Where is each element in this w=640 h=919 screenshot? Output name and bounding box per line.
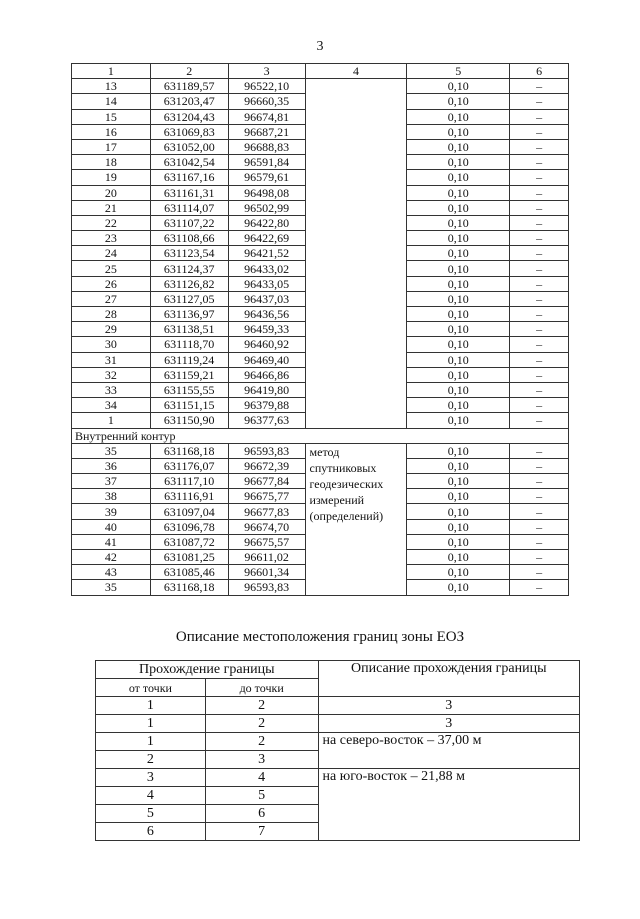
cell: 25 xyxy=(72,261,151,276)
boundary-description-table xyxy=(95,660,580,841)
cell: 631167,16 xyxy=(150,170,228,185)
cell: 3 xyxy=(96,769,206,787)
cell: 0,10 xyxy=(407,139,510,154)
cell: 14 xyxy=(72,94,151,109)
cell: – xyxy=(510,109,569,124)
cell: 96419,80 xyxy=(228,382,305,397)
cell: 0,10 xyxy=(407,580,510,595)
cell: 96460,92 xyxy=(228,337,305,352)
cell: 0,10 xyxy=(407,534,510,549)
cell: 34 xyxy=(72,398,151,413)
header-from: от точки xyxy=(96,679,206,697)
method-cell-empty xyxy=(305,79,407,428)
cell: 27 xyxy=(72,291,151,306)
cell: 631118,70 xyxy=(150,337,228,352)
cell: 631042,54 xyxy=(150,155,228,170)
cell: 0,10 xyxy=(407,246,510,261)
cell: 96522,10 xyxy=(228,79,305,94)
cell: – xyxy=(510,261,569,276)
cell: 38 xyxy=(72,489,151,504)
cell: 631127,05 xyxy=(150,291,228,306)
cell: – xyxy=(510,124,569,139)
cell: 96469,40 xyxy=(228,352,305,367)
cell: 96498,08 xyxy=(228,185,305,200)
cell: 0,10 xyxy=(407,458,510,473)
cell: – xyxy=(510,398,569,413)
cell: 96687,21 xyxy=(228,124,305,139)
cell: 0,10 xyxy=(407,215,510,230)
cell: 0,10 xyxy=(407,307,510,322)
cell: 23 xyxy=(72,231,151,246)
cell: 631114,07 xyxy=(150,200,228,215)
table-row xyxy=(72,79,569,94)
cell: 631161,31 xyxy=(150,185,228,200)
cell: 30 xyxy=(72,337,151,352)
cell: 631052,00 xyxy=(150,139,228,154)
cell: 96422,69 xyxy=(228,231,305,246)
cell: – xyxy=(510,185,569,200)
description-cell: на северо-восток – 37,00 м xyxy=(318,733,579,769)
cell: 631204,43 xyxy=(150,109,228,124)
cell: 0,10 xyxy=(407,155,510,170)
cell: – xyxy=(510,307,569,322)
cell: 26 xyxy=(72,276,151,291)
cell: 1 xyxy=(96,733,206,751)
cell: 96502,99 xyxy=(228,200,305,215)
cell: 3 xyxy=(318,697,579,715)
cell: 2 xyxy=(205,697,318,715)
header-row xyxy=(72,64,569,79)
cell: 631189,57 xyxy=(150,79,228,94)
cell: 15 xyxy=(72,109,151,124)
cell: 96601,34 xyxy=(228,565,305,580)
cell: 0,10 xyxy=(407,124,510,139)
cell: 1 xyxy=(96,715,206,733)
section-title: Описание местоположения границ зоны ЕОЗ xyxy=(175,629,465,645)
cell: 96677,83 xyxy=(228,504,305,519)
cell: 631159,21 xyxy=(150,367,228,382)
cell: 96591,84 xyxy=(228,155,305,170)
cell: 631203,47 xyxy=(150,94,228,109)
cell: 21 xyxy=(72,200,151,215)
cell: 0,10 xyxy=(407,291,510,306)
cell: 7 xyxy=(205,823,318,841)
cell: 631087,72 xyxy=(150,534,228,549)
cell: 96422,80 xyxy=(228,215,305,230)
cell: 6 xyxy=(205,805,318,823)
cell: 96688,83 xyxy=(228,139,305,154)
cell: 0,10 xyxy=(407,565,510,580)
cell: 631150,90 xyxy=(150,413,228,428)
cell: 16 xyxy=(72,124,151,139)
cell: 0,10 xyxy=(407,185,510,200)
cell: – xyxy=(510,200,569,215)
cell: 631119,24 xyxy=(150,352,228,367)
cell: 96674,81 xyxy=(228,109,305,124)
cell: – xyxy=(510,352,569,367)
cell: 36 xyxy=(72,458,151,473)
cell: 0,10 xyxy=(407,489,510,504)
cell: – xyxy=(510,322,569,337)
cell: 0,10 xyxy=(407,170,510,185)
cell: – xyxy=(510,337,569,352)
cell: 96459,33 xyxy=(228,322,305,337)
table-row xyxy=(96,715,580,733)
cell: 1 xyxy=(72,64,151,79)
cell: – xyxy=(510,94,569,109)
cell: 631085,46 xyxy=(150,565,228,580)
cell: 631069,83 xyxy=(150,124,228,139)
cell: 631136,97 xyxy=(150,307,228,322)
cell: 631168,18 xyxy=(150,580,228,595)
cell: 631176,07 xyxy=(150,458,228,473)
cell: – xyxy=(510,291,569,306)
cell: – xyxy=(510,550,569,565)
cell: 0,10 xyxy=(407,337,510,352)
cell: 3 xyxy=(228,64,305,79)
page-number: 3 xyxy=(316,39,324,54)
cell: 631124,37 xyxy=(150,261,228,276)
cell: 0,10 xyxy=(407,398,510,413)
cell: 0,10 xyxy=(407,550,510,565)
cell: 631097,04 xyxy=(150,504,228,519)
cell: 96672,39 xyxy=(228,458,305,473)
cell: 0,10 xyxy=(407,519,510,534)
cell: 19 xyxy=(72,170,151,185)
cell: 96660,35 xyxy=(228,94,305,109)
cell: 4 xyxy=(205,769,318,787)
cell: 33 xyxy=(72,382,151,397)
cell: 96379,88 xyxy=(228,398,305,413)
cell: 6 xyxy=(96,823,206,841)
cell: 0,10 xyxy=(407,474,510,489)
cell: 96436,56 xyxy=(228,307,305,322)
cell: 631107,22 xyxy=(150,215,228,230)
cell: 96466,86 xyxy=(228,367,305,382)
cell: 42 xyxy=(72,550,151,565)
cell: 96433,05 xyxy=(228,276,305,291)
inner-contour-row xyxy=(72,428,569,443)
coordinates-table xyxy=(71,63,569,596)
cell: 0,10 xyxy=(407,231,510,246)
cell: 0,10 xyxy=(407,200,510,215)
cell: 631155,55 xyxy=(150,382,228,397)
cell: – xyxy=(510,443,569,458)
cell: 96437,03 xyxy=(228,291,305,306)
cell: 18 xyxy=(72,155,151,170)
cell: 631123,54 xyxy=(150,246,228,261)
cell: 2 xyxy=(205,715,318,733)
cell: 17 xyxy=(72,139,151,154)
header-description: Описание прохождения границы xyxy=(318,661,579,697)
cell: 4 xyxy=(305,64,407,79)
table-row xyxy=(96,769,580,787)
cell: 0,10 xyxy=(407,367,510,382)
cell: 96421,52 xyxy=(228,246,305,261)
cell: 0,10 xyxy=(407,261,510,276)
cell: 96593,83 xyxy=(228,443,305,458)
cell: – xyxy=(510,474,569,489)
method-cell: метод спутниковых геодезических измерений (определений) xyxy=(305,443,407,595)
cell: 31 xyxy=(72,352,151,367)
cell: 20 xyxy=(72,185,151,200)
cell: 96675,57 xyxy=(228,534,305,549)
cell: – xyxy=(510,246,569,261)
cell: 631138,51 xyxy=(150,322,228,337)
cell: 0,10 xyxy=(407,79,510,94)
cell: 40 xyxy=(72,519,151,534)
cell: 2 xyxy=(150,64,228,79)
cell: 3 xyxy=(205,751,318,769)
cell: 0,10 xyxy=(407,322,510,337)
cell: 96675,77 xyxy=(228,489,305,504)
cell: 13 xyxy=(72,79,151,94)
cell: 0,10 xyxy=(407,413,510,428)
cell: 631151,15 xyxy=(150,398,228,413)
header-passage: Прохождение границы xyxy=(96,661,319,679)
cell: – xyxy=(510,565,569,580)
cell: 631081,25 xyxy=(150,550,228,565)
cell: 0,10 xyxy=(407,94,510,109)
cell: 96611,02 xyxy=(228,550,305,565)
cell: – xyxy=(510,367,569,382)
cell: 0,10 xyxy=(407,276,510,291)
cell: 96593,83 xyxy=(228,580,305,595)
table-row xyxy=(96,697,580,715)
table-row xyxy=(72,443,569,458)
cell: 24 xyxy=(72,246,151,261)
cell: 631108,66 xyxy=(150,231,228,246)
cell: – xyxy=(510,382,569,397)
cell: 631117,10 xyxy=(150,474,228,489)
inner-contour-label: Внутренний контур xyxy=(72,428,569,443)
header-row xyxy=(96,661,580,679)
description-cell: на юго-восток – 21,88 м xyxy=(318,769,579,841)
table-row xyxy=(96,733,580,751)
cell: – xyxy=(510,580,569,595)
cell: – xyxy=(510,79,569,94)
cell: 96677,84 xyxy=(228,474,305,489)
cell: 37 xyxy=(72,474,151,489)
cell: 4 xyxy=(96,787,206,805)
cell: – xyxy=(510,413,569,428)
cell: 32 xyxy=(72,367,151,382)
cell: 35 xyxy=(72,443,151,458)
cell: 3 xyxy=(318,715,579,733)
cell: – xyxy=(510,489,569,504)
cell: 96579,61 xyxy=(228,170,305,185)
cell: 22 xyxy=(72,215,151,230)
cell: 0,10 xyxy=(407,504,510,519)
cell: – xyxy=(510,276,569,291)
cell: – xyxy=(510,519,569,534)
cell: – xyxy=(510,458,569,473)
cell: – xyxy=(510,215,569,230)
cell: 0,10 xyxy=(407,109,510,124)
cell: 96433,02 xyxy=(228,261,305,276)
cell: 6 xyxy=(510,64,569,79)
cell: 96377,63 xyxy=(228,413,305,428)
cell: 29 xyxy=(72,322,151,337)
cell: 39 xyxy=(72,504,151,519)
cell: 631116,91 xyxy=(150,489,228,504)
cell: 1 xyxy=(72,413,151,428)
cell: 41 xyxy=(72,534,151,549)
cell: – xyxy=(510,504,569,519)
cell: 5 xyxy=(407,64,510,79)
cell: 1 xyxy=(96,697,206,715)
cell: 43 xyxy=(72,565,151,580)
cell: – xyxy=(510,534,569,549)
cell: 0,10 xyxy=(407,382,510,397)
cell: 631168,18 xyxy=(150,443,228,458)
cell: 5 xyxy=(205,787,318,805)
cell: – xyxy=(510,170,569,185)
cell: 2 xyxy=(205,733,318,751)
cell: 0,10 xyxy=(407,443,510,458)
cell: – xyxy=(510,139,569,154)
cell: 2 xyxy=(96,751,206,769)
cell: 0,10 xyxy=(407,352,510,367)
cell: – xyxy=(510,231,569,246)
cell: 35 xyxy=(72,580,151,595)
header-to: до точки xyxy=(205,679,318,697)
cell: 28 xyxy=(72,307,151,322)
cell: 96674,70 xyxy=(228,519,305,534)
cell: 631126,82 xyxy=(150,276,228,291)
cell: 5 xyxy=(96,805,206,823)
cell: – xyxy=(510,155,569,170)
cell: 631096,78 xyxy=(150,519,228,534)
